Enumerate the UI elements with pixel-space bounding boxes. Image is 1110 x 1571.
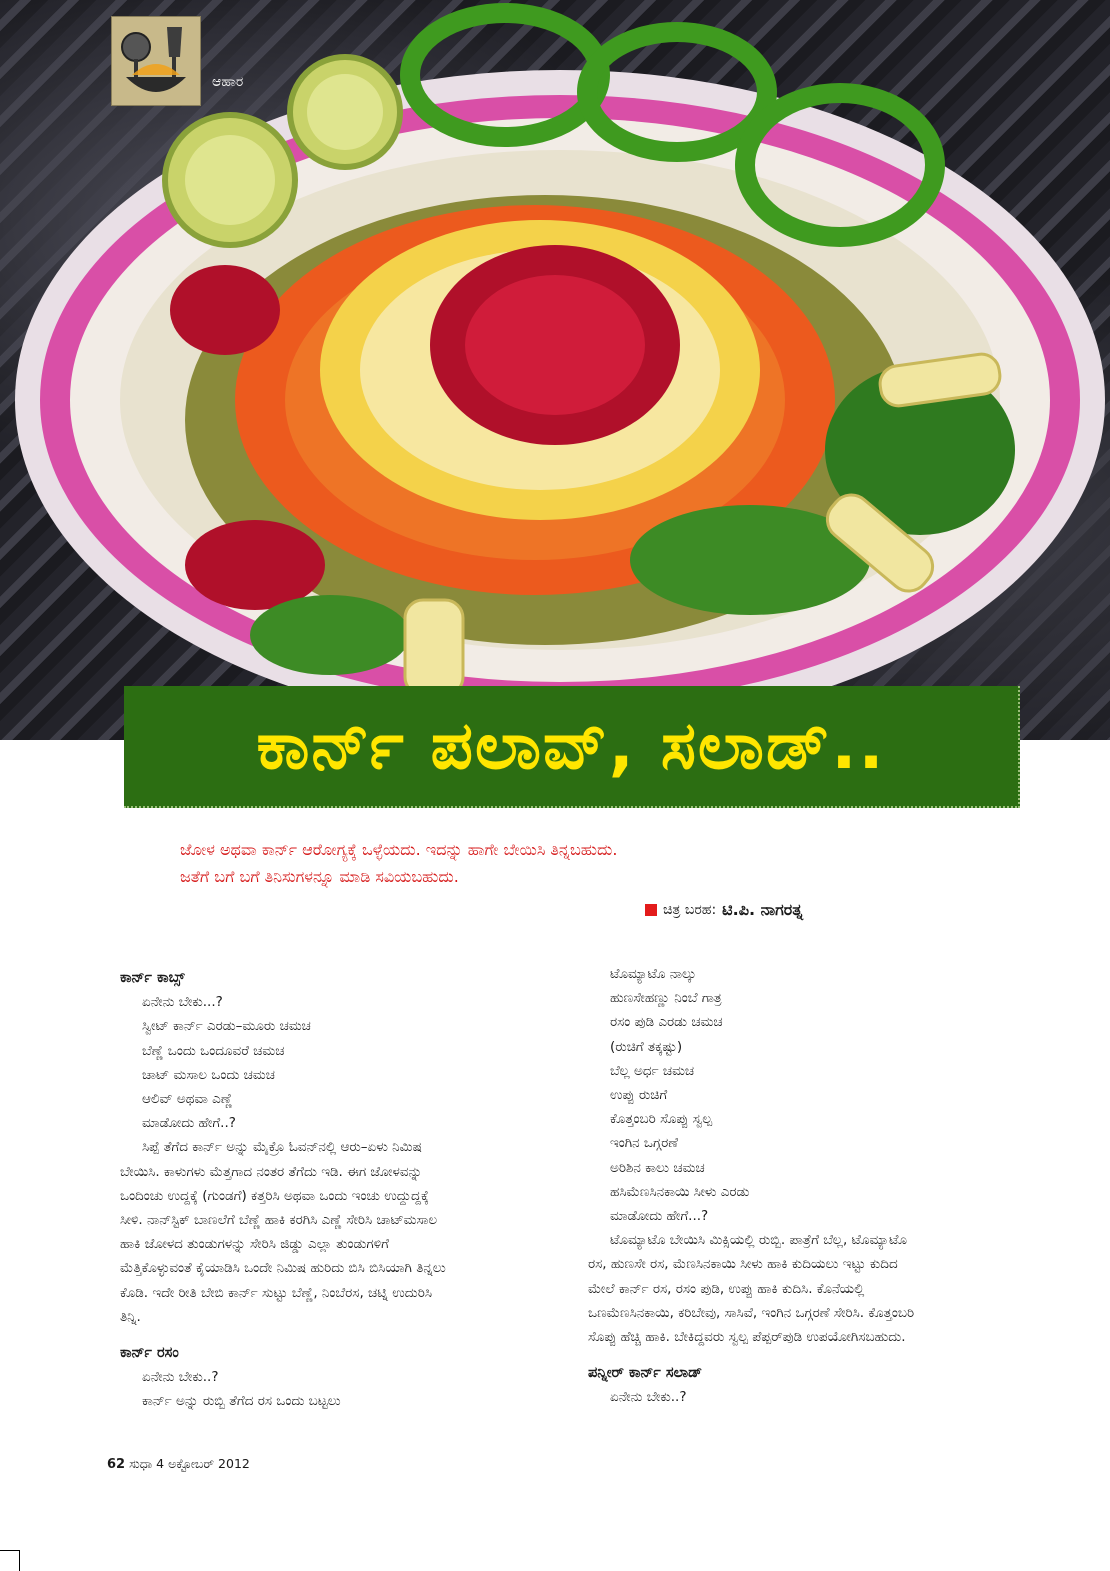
method-line: ಸಿಪ್ಪೆ ತೆಗೆದ ಕಾರ್ನ್ ಅನ್ನು ಮೈಕ್ರೊ ಓವನ್‌ನಲ್ಲಿ ಆರು–ಏಳು ನಿಮಿಷ	[142, 1139, 422, 1156]
ingredient-item: ಆಲಿವ್ ಅಥವಾ ಎಣ್ಣೆ	[142, 1091, 233, 1108]
ingredient-item: ಟೊಮ್ಯಾಟೊ ನಾಲ್ಕು	[610, 966, 697, 982]
title-banner	[124, 686, 1020, 808]
page-footer	[107, 1456, 250, 1472]
method-line: ಮೆತ್ತಿಕೊಳ್ಳುವಂತೆ ಕೈಯಾಡಿಸಿ ಒಂದೇ ನಿಮಿಷ ಹುರಿದು ಬಿಸಿ ಬಿಸಿಯಾಗಿ ತಿನ್ನಲು	[120, 1260, 446, 1277]
crop-mark	[0, 1550, 20, 1571]
method-heading: ಮಾಡೋದು ಹೇಗೆ..?	[142, 1115, 236, 1132]
method-heading: ಮಾಡೋದು ಹೇಗೆ...?	[610, 1208, 709, 1225]
right-column	[588, 962, 1018, 1410]
recipe-title-corn-rasam: ಕಾರ್ನ್ ರಸಂ	[120, 1345, 179, 1362]
section-tag: ಆಹಾರ	[212, 74, 244, 90]
ingredient-item: ಬೆಣ್ಣೆ ಒಂದು ಒಂದೂವರೆ ಚಮಚ	[142, 1042, 285, 1059]
method-line: ಸೀಳಿ. ನಾನ್‌ಸ್ಟಿಕ್ ಬಾಣಲೆಗೆ ಬೆಣ್ಣೆ ಹಾಕಿ ಕರಗಿಸಿ ಎಣ್ಣೆ ಸೇರಿಸಿ ಚಾಟ್‌ಮಸಾಲ	[120, 1212, 438, 1229]
ingredient-item: ಚಾಟ್ ಮಸಾಲ ಒಂದು ಚಮಚ	[142, 1066, 275, 1083]
magazine-name: ಸುಧಾ	[129, 1456, 153, 1471]
ingredient-item: ರಸಂ ಪುಡಿ ಎರಡು ಚಮಚ	[610, 1014, 723, 1031]
ingredient-item: ಬೆಲ್ಲ ಅರ್ಧ ಚಮಚ	[610, 1062, 695, 1079]
issue-date: 4 ಅಕ್ಟೋಬರ್ 2012	[156, 1456, 250, 1471]
byline-marker	[645, 904, 657, 916]
page-number: 62	[107, 1457, 126, 1472]
method-line: ತಿನ್ನಿ.	[120, 1308, 141, 1325]
byline	[645, 900, 803, 920]
ingredient-item: ಉಪ್ಪು ರುಚಿಗೆ	[610, 1087, 668, 1104]
article-title: ಕಾರ್ನ್ ಪಲಾವ್, ಸಲಾಡ್..	[256, 706, 886, 784]
ingredient-item: ಹಸಿಮೆಣಸಿನಕಾಯಿ ಸೀಳು ಎರಡು	[610, 1183, 750, 1200]
salad-illustration	[0, 0, 1110, 740]
method-line: ರಸ, ಹುಣಸೇ ರಸ, ಮೆಣಸಿನಕಾಯಿ ಸೀಳು ಹಾಕಿ ಕುದಿಯಲು ಇಟ್ಟು ಕುದಿದ	[588, 1256, 898, 1273]
ingredient-item: (ರುಚಿಗೆ ತಕ್ಕಷ್ಟು)	[610, 1038, 683, 1055]
ingredients-heading: ಏನೇನು ಬೇಕು..?	[142, 1369, 219, 1386]
method-line: ಟೊಮ್ಯಾಟೊ ಬೇಯಿಸಿ ಮಿಕ್ಸಿಯಲ್ಲಿ ರುಬ್ಬಿ. ಪಾತ್ರೆಗೆ ಬೆಲ್ಲ, ಟೊಮ್ಯಾಟೊ	[610, 1232, 907, 1249]
intro-text	[180, 836, 920, 890]
ingredients-heading: ಏನೇನು ಬೇಕು...?	[142, 994, 223, 1011]
author-name: ಟಿ.ಪಿ. ನಾಗರತ್ನ	[722, 900, 803, 919]
byline-label: ಚಿತ್ರ ಬರಹ:	[663, 902, 717, 918]
method-line: ಹಾಕಿ ಜೋಳದ ತುಂಡುಗಳನ್ನು ಸೇರಿಸಿ ಜಿಡ್ಡು ಎಲ್ಲಾ ತುಂಡುಗಳಿಗೆ	[120, 1236, 389, 1253]
ingredient-item: ಹುಣಸೇಹಣ್ಣು ನಿಂಬೆ ಗಾತ್ರ	[610, 990, 722, 1007]
recipe-title-paneer-corn-salad: ಪನ್ನೀರ್ ಕಾರ್ನ್ ಸಲಾಡ್	[588, 1365, 703, 1382]
hero-photo-salad-plate	[0, 0, 1110, 740]
recipe-title-corn-cobs: ಕಾರ್ನ್ ಕಾಬ್ಸ್	[120, 970, 185, 986]
ingredients-heading: ಏನೇನು ಬೇಕು..?	[610, 1389, 687, 1406]
ingredient-item: ಕಾರ್ನ್ ಅನ್ನು ರುಬ್ಬಿ ತೆಗೆದ ರಸ ಒಂದು ಬಟ್ಟಲು	[142, 1393, 341, 1410]
ingredient-item: ಇಂಗಿನ ಒಗ್ಗರಣೆ	[610, 1135, 679, 1152]
method-line: ಬೇಯಿಸಿ. ಕಾಳುಗಳು ಮೆತ್ತಗಾದ ನಂತರ ತೆಗೆದು ಇಡಿ. ಈಗ ಜೋಳವನ್ನು	[120, 1163, 423, 1180]
method-line: ಕೊಡಿ. ಇದೇ ರೀತಿ ಬೇಬಿ ಕಾರ್ನ್ ಸುಟ್ಟು ಬೆಣ್ಣೆ, ನಿಂಬೆರಸ, ಚಟ್ನಿ ಉದುರಿಸಿ	[120, 1284, 433, 1301]
intro-line: ಜತೆಗೆ ಬಗೆ ಬಗೆ ತಿನಿಸುಗಳನ್ನೂ ಮಾಡಿ ಸವಿಯಬಹುದು.	[180, 867, 459, 886]
method-line: ಸೊಪ್ಪು ಹೆಚ್ಚಿ ಹಾಕಿ. ಬೇಕಿದ್ದವರು ಸ್ವಲ್ಪ ಪೆಪ್ಪರ್‌ಪುಡಿ ಉಪಯೋಗಿಸಬಹುದು.	[588, 1329, 906, 1346]
food-section-icon	[111, 16, 201, 106]
method-line: ಒಣಮೆಣಸಿನಕಾಯಿ, ಕರಿಬೇವು, ಸಾಸಿವೆ, ಇಂಗಿನ ಒಗ್ಗರಣೆ ಸೇರಿಸಿ. ಕೊತ್ತಂಬರಿ	[588, 1304, 915, 1321]
ingredient-item: ಕೊತ್ತಂಬರಿ ಸೊಪ್ಪು ಸ್ವಲ್ಪ	[610, 1111, 713, 1128]
left-column	[120, 962, 560, 1414]
ingredient-item: ಸ್ವೀಟ್ ಕಾರ್ನ್ ಎರಡು–ಮೂರು ಚಮಚ	[142, 1018, 311, 1035]
ingredient-item: ಅರಿಶಿನ ಕಾಲು ಚಮಚ	[610, 1159, 705, 1176]
method-line: ಒಂದಿಂಚು ಉದ್ದಕ್ಕೆ (ಗುಂಡಗೆ) ಕತ್ತರಿಸಿ ಅಥವಾ ಒಂದು ಇಂಚು ಉದ್ದುದ್ದಕ್ಕೆ	[120, 1187, 429, 1204]
method-line: ಮೇಲೆ ಕಾರ್ನ್ ರಸ, ರಸಂ ಪುಡಿ, ಉಪ್ಪು ಹಾಕಿ ಕುದಿಸಿ. ಕೊನೆಯಲ್ಲಿ	[588, 1280, 865, 1297]
intro-line: ಜೋಳ ಅಥವಾ ಕಾರ್ನ್ ಆರೋಗ್ಯಕ್ಕೆ ಒಳ್ಳೆಯದು. ಇದನ್ನು ಹಾಗೇ ಬೇಯಿಸಿ ತಿನ್ನಬಹುದು.	[180, 840, 618, 859]
